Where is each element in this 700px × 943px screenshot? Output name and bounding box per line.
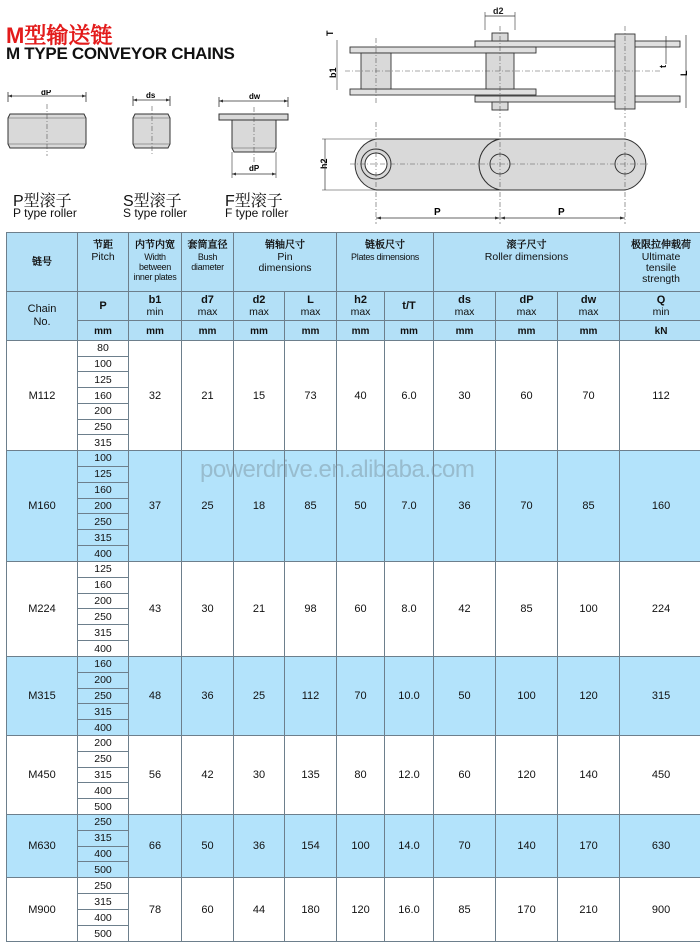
chain-no-cell-value: M450 <box>28 769 56 781</box>
header-bush-diameter: 套筒直径 Bush diameter <box>182 233 234 292</box>
ds-cell <box>434 562 496 657</box>
f-roller-label-en: F type roller <box>225 206 289 220</box>
pitch-value: 100 <box>94 452 112 465</box>
pitch-value: 200 <box>78 403 128 419</box>
dw-cell-value: 120 <box>579 690 598 702</box>
svg-text:P: P <box>558 207 565 218</box>
h2-cell-value: 100 <box>351 840 370 852</box>
dp-cell-value: 100 <box>517 690 536 702</box>
dp-cell-value: 170 <box>517 903 536 916</box>
d2-cell-value: 18 <box>252 500 266 512</box>
l-cell <box>285 451 337 562</box>
l-cell-value: 180 <box>301 903 320 916</box>
h2-cell-value: 120 <box>351 903 370 916</box>
d2-cell-value: 44 <box>252 903 266 916</box>
pitch-value: 500 <box>78 798 128 814</box>
pitch-value: 160 <box>78 482 128 498</box>
pitch-list-cell <box>78 451 129 562</box>
b1-cell-value: 32 <box>148 389 162 402</box>
header-roller-dimensions: 滚子尺寸 Roller dimensions <box>434 233 620 292</box>
pitch-value: 400 <box>78 719 128 735</box>
q-cell <box>620 878 700 942</box>
f-roller-label-cn: F型滚子 <box>225 193 283 210</box>
dw-cell-value: 140 <box>579 769 598 781</box>
d2-cell <box>234 657 285 736</box>
tt-cell-value: 7.0 <box>401 500 417 512</box>
pitch-value: 80 <box>97 342 109 355</box>
q-cell-value: 224 <box>651 603 671 615</box>
d7-cell <box>182 657 234 736</box>
table-row <box>7 341 700 451</box>
h2-cell <box>337 562 385 657</box>
pitch-value: 160 <box>78 577 128 593</box>
h2-cell-value: 60 <box>354 603 367 615</box>
p-type-roller-diagram <box>4 90 94 160</box>
dw-cell <box>558 878 620 942</box>
watermark-text: powerdrive.en.alibaba.com <box>200 456 475 483</box>
chain-no-cell-value: M224 <box>28 603 56 615</box>
dw-cell-value: 100 <box>579 603 598 615</box>
q-cell <box>620 736 700 815</box>
l-cell <box>285 878 337 942</box>
chain-no-cell <box>7 878 78 942</box>
table-row <box>7 815 700 878</box>
ds-cell-value: 50 <box>458 690 471 702</box>
d2-cell <box>234 562 285 657</box>
dw-cell-value: 70 <box>582 389 595 402</box>
table-row <box>7 562 700 657</box>
dw-cell <box>558 451 620 562</box>
table-row <box>7 878 700 942</box>
tt-cell-value: 12.0 <box>398 769 420 781</box>
pitch-value: 400 <box>78 909 128 925</box>
ds-cell <box>434 736 496 815</box>
l-cell <box>285 562 337 657</box>
chain-no-cell-value: M112 <box>28 389 56 402</box>
d7-cell <box>182 878 234 942</box>
pitch-list-cell <box>78 562 129 657</box>
ds-cell <box>434 815 496 878</box>
symbol-d7: d7 max <box>182 292 234 321</box>
pitch-value: 160 <box>78 387 128 403</box>
pitch-list-cell <box>78 341 129 451</box>
d2-cell-value: 21 <box>252 603 266 615</box>
dp-cell <box>496 451 558 562</box>
ds-cell-value: 85 <box>458 903 471 916</box>
header-pin-dimensions: 销轴尺寸 Pin dimensions <box>234 233 337 292</box>
ds-cell-value: 36 <box>458 500 471 512</box>
q-cell <box>620 657 700 736</box>
pitch-list-cell <box>78 657 129 736</box>
pitch-value: 315 <box>78 529 128 545</box>
q-cell <box>620 815 700 878</box>
q-cell-value: 900 <box>651 903 671 916</box>
pitch-list-cell <box>78 736 129 815</box>
h2-cell-value: 70 <box>354 690 367 702</box>
pitch-value: 200 <box>94 737 112 750</box>
chain-no-cell <box>7 736 78 815</box>
tt-cell <box>385 657 434 736</box>
pitch-value: 400 <box>78 846 128 862</box>
dw-cell-value: 210 <box>579 903 598 916</box>
l-cell-value: 112 <box>301 690 320 702</box>
table-row <box>7 451 700 562</box>
pitch-value: 200 <box>78 593 128 609</box>
header-chain-no-en: Chain No. <box>7 292 78 341</box>
q-cell-value: 450 <box>651 769 671 781</box>
h2-cell <box>337 451 385 562</box>
pitch-value: 200 <box>78 672 128 688</box>
ds-cell-value: 42 <box>458 603 471 615</box>
b1-cell <box>129 451 182 562</box>
pitch-value: 100 <box>78 356 128 372</box>
symbol-dp: dP max <box>496 292 558 321</box>
svg-text:t: t <box>658 65 668 68</box>
symbol-dw: dw max <box>558 292 620 321</box>
l-cell <box>285 341 337 451</box>
b1-cell-value: 37 <box>148 500 162 512</box>
l-cell <box>285 657 337 736</box>
tt-cell <box>385 878 434 942</box>
chain-no-cell-value: M160 <box>28 500 56 512</box>
dp-cell-value: 70 <box>520 500 533 512</box>
d2-cell <box>234 451 285 562</box>
d7-cell-value: 42 <box>201 769 214 781</box>
chain-no-cell-value: M900 <box>28 903 56 916</box>
dw-cell-value: 85 <box>582 500 595 512</box>
chain-no-cell <box>7 657 78 736</box>
svg-text:T: T <box>325 30 335 36</box>
d2-cell-value: 30 <box>252 769 266 781</box>
d2-cell <box>234 341 285 451</box>
dp-cell <box>496 736 558 815</box>
svg-text:b1: b1 <box>328 67 338 78</box>
header-inner-width: 内节内宽 Width between inner plates <box>129 233 182 292</box>
dw-cell <box>558 815 620 878</box>
chain-no-cell <box>7 341 78 451</box>
unit-cell: mm <box>285 321 337 341</box>
b1-cell <box>129 562 182 657</box>
b1-cell-value: 66 <box>148 840 162 852</box>
pitch-value: 250 <box>78 608 128 624</box>
d2-cell-value: 15 <box>252 389 266 402</box>
symbol-ds: ds max <box>434 292 496 321</box>
d2-cell <box>234 736 285 815</box>
unit-cell: mm <box>434 321 496 341</box>
header-pitch: 节距 Pitch <box>78 233 129 292</box>
table-row <box>7 657 700 736</box>
ds-cell <box>434 341 496 451</box>
unit-cell: mm <box>78 321 129 341</box>
s-type-roller-diagram <box>130 90 175 160</box>
dp-cell-value: 60 <box>520 389 533 402</box>
chain-spec-table <box>6 232 700 942</box>
dp-cell <box>496 341 558 451</box>
b1-cell-value: 48 <box>148 690 162 702</box>
f-type-roller-diagram <box>216 90 291 180</box>
tt-cell <box>385 451 434 562</box>
tt-cell <box>385 562 434 657</box>
pitch-value: 400 <box>78 640 128 656</box>
symbol-q: Q min <box>620 292 700 321</box>
pitch-list-cell <box>78 878 129 942</box>
b1-cell-value: 43 <box>148 603 162 615</box>
symbol-t-t: t/T <box>385 292 434 321</box>
header-plates-dimensions: 链板尺寸 Plates dimensions <box>337 233 434 292</box>
l-cell-value: 98 <box>304 603 317 615</box>
pitch-value: 160 <box>94 658 112 671</box>
l-cell-value: 85 <box>304 500 317 512</box>
l-cell-value: 135 <box>301 769 320 781</box>
h2-cell-value: 80 <box>354 769 367 781</box>
ds-cell <box>434 878 496 942</box>
pitch-value: 400 <box>78 545 128 561</box>
d7-cell <box>182 451 234 562</box>
q-cell <box>620 451 700 562</box>
d2-label: d2 <box>493 6 504 16</box>
pitch-value: 400 <box>78 782 128 798</box>
p-roller-label-en: P type roller <box>13 206 77 220</box>
chain-no-cell <box>7 815 78 878</box>
q-cell-value: 315 <box>651 690 671 702</box>
h2-cell <box>337 341 385 451</box>
unit-cell: mm <box>496 321 558 341</box>
tt-cell-value: 6.0 <box>401 389 417 402</box>
d7-cell-value: 30 <box>201 603 214 615</box>
tt-cell-value: 16.0 <box>398 903 420 916</box>
symbol-d2: d2 max <box>234 292 285 321</box>
table-row <box>7 736 700 815</box>
l-cell <box>285 815 337 878</box>
svg-text:dw: dw <box>249 92 261 101</box>
d7-cell-value: 21 <box>201 389 214 402</box>
pitch-value: 500 <box>78 861 128 877</box>
h2-cell-value: 40 <box>354 389 367 402</box>
h2-cell <box>337 878 385 942</box>
unit-cell: kN <box>620 321 700 341</box>
l-cell-value: 73 <box>304 389 317 402</box>
d2-cell <box>234 815 285 878</box>
q-cell-value: 160 <box>651 500 671 512</box>
h2-cell <box>337 815 385 878</box>
dp-cell <box>496 657 558 736</box>
ds-cell <box>434 657 496 736</box>
dp-cell <box>496 815 558 878</box>
svg-text:P: P <box>434 207 441 218</box>
svg-text:dP: dP <box>249 164 260 173</box>
dw-cell <box>558 657 620 736</box>
q-cell-value: 112 <box>652 389 670 402</box>
pitch-value: 250 <box>94 879 112 892</box>
ds-cell-value: 60 <box>458 769 471 781</box>
symbol-l: L max <box>285 292 337 321</box>
b1-cell <box>129 736 182 815</box>
unit-cell: mm <box>182 321 234 341</box>
page-title-en: M TYPE CONVEYOR CHAINS <box>6 44 235 63</box>
tt-cell-value: 10.0 <box>398 690 420 702</box>
d7-cell-value: 60 <box>201 903 214 916</box>
dp-cell-value: 120 <box>517 769 536 781</box>
q-cell <box>620 562 700 657</box>
ds-cell <box>434 451 496 562</box>
b1-cell <box>129 657 182 736</box>
dp-cell-value: 85 <box>520 603 533 615</box>
pitch-value: 200 <box>78 498 128 514</box>
d7-cell-value: 25 <box>201 500 214 512</box>
tt-cell-value: 8.0 <box>401 603 417 615</box>
chain-top-view-diagram <box>320 0 700 120</box>
svg-text:h2: h2 <box>319 158 329 169</box>
pitch-list-cell <box>78 815 129 878</box>
b1-cell-value: 78 <box>148 903 162 916</box>
svg-text:ds: ds <box>146 91 156 100</box>
b1-cell-value: 56 <box>148 769 162 781</box>
pitch-value: 250 <box>78 688 128 704</box>
dw-cell <box>558 562 620 657</box>
d2-cell-value: 25 <box>252 690 266 702</box>
dw-cell <box>558 341 620 451</box>
unit-cell: mm <box>385 321 434 341</box>
pitch-value: 250 <box>94 816 112 829</box>
pitch-value: 315 <box>78 767 128 783</box>
chain-side-view-diagram <box>310 120 700 225</box>
page-title-cn: M型输送链 <box>6 23 113 48</box>
unit-cell: mm <box>337 321 385 341</box>
dp-cell <box>496 878 558 942</box>
d7-cell <box>182 815 234 878</box>
l-cell-value: 154 <box>301 840 320 852</box>
header-chain-no-cn: 链号 <box>7 233 78 292</box>
h2-cell <box>337 657 385 736</box>
chain-no-cell <box>7 562 78 657</box>
dw-cell-value: 170 <box>579 840 598 852</box>
pitch-value: 250 <box>78 513 128 529</box>
d2-cell-value: 36 <box>252 840 266 852</box>
tt-cell <box>385 815 434 878</box>
svg-text:dP: dP <box>41 90 52 97</box>
pitch-value: 125 <box>78 371 128 387</box>
tt-cell <box>385 736 434 815</box>
pitch-value: 250 <box>78 419 128 435</box>
svg-text:L: L <box>679 70 689 76</box>
ds-cell-value: 70 <box>458 840 471 852</box>
symbol-h2: h2 max <box>337 292 385 321</box>
p-roller-label-cn: P型滚子 <box>13 193 72 210</box>
pitch-value: 315 <box>78 624 128 640</box>
s-roller-label-cn: S型滚子 <box>123 193 182 210</box>
chain-no-cell-value: M315 <box>28 690 56 702</box>
pitch-value: 500 <box>78 925 128 941</box>
l-cell <box>285 736 337 815</box>
dp-cell-value: 140 <box>517 840 536 852</box>
h2-cell <box>337 736 385 815</box>
symbol-b1: b1 min <box>129 292 182 321</box>
d2-cell <box>234 878 285 942</box>
symbol-p: P <box>78 292 129 321</box>
chain-no-cell <box>7 451 78 562</box>
d7-cell-value: 50 <box>201 840 214 852</box>
dw-cell <box>558 736 620 815</box>
pitch-value: 315 <box>78 703 128 719</box>
h2-cell-value: 50 <box>354 500 367 512</box>
dp-cell <box>496 562 558 657</box>
chain-no-cell-value: M630 <box>28 840 56 852</box>
q-cell <box>620 341 700 451</box>
s-roller-label-en: S type roller <box>123 206 188 220</box>
b1-cell <box>129 341 182 451</box>
tt-cell <box>385 341 434 451</box>
unit-cell: mm <box>129 321 182 341</box>
pitch-value: 125 <box>94 563 112 576</box>
pitch-value: 315 <box>78 434 128 450</box>
d7-cell <box>182 736 234 815</box>
b1-cell <box>129 815 182 878</box>
d7-cell <box>182 341 234 451</box>
b1-cell <box>129 878 182 942</box>
pitch-value: 315 <box>78 830 128 846</box>
q-cell-value: 630 <box>651 840 671 852</box>
d7-cell-value: 36 <box>201 690 214 702</box>
tt-cell-value: 14.0 <box>398 840 420 852</box>
d7-cell <box>182 562 234 657</box>
header-tensile-strength: 极限拉伸载荷 Ultimate tensile strength <box>620 233 700 292</box>
unit-cell: mm <box>234 321 285 341</box>
pitch-value: 125 <box>78 466 128 482</box>
pitch-value: 315 <box>78 893 128 909</box>
unit-cell: mm <box>558 321 620 341</box>
pitch-value: 250 <box>78 751 128 767</box>
ds-cell-value: 30 <box>458 389 471 402</box>
